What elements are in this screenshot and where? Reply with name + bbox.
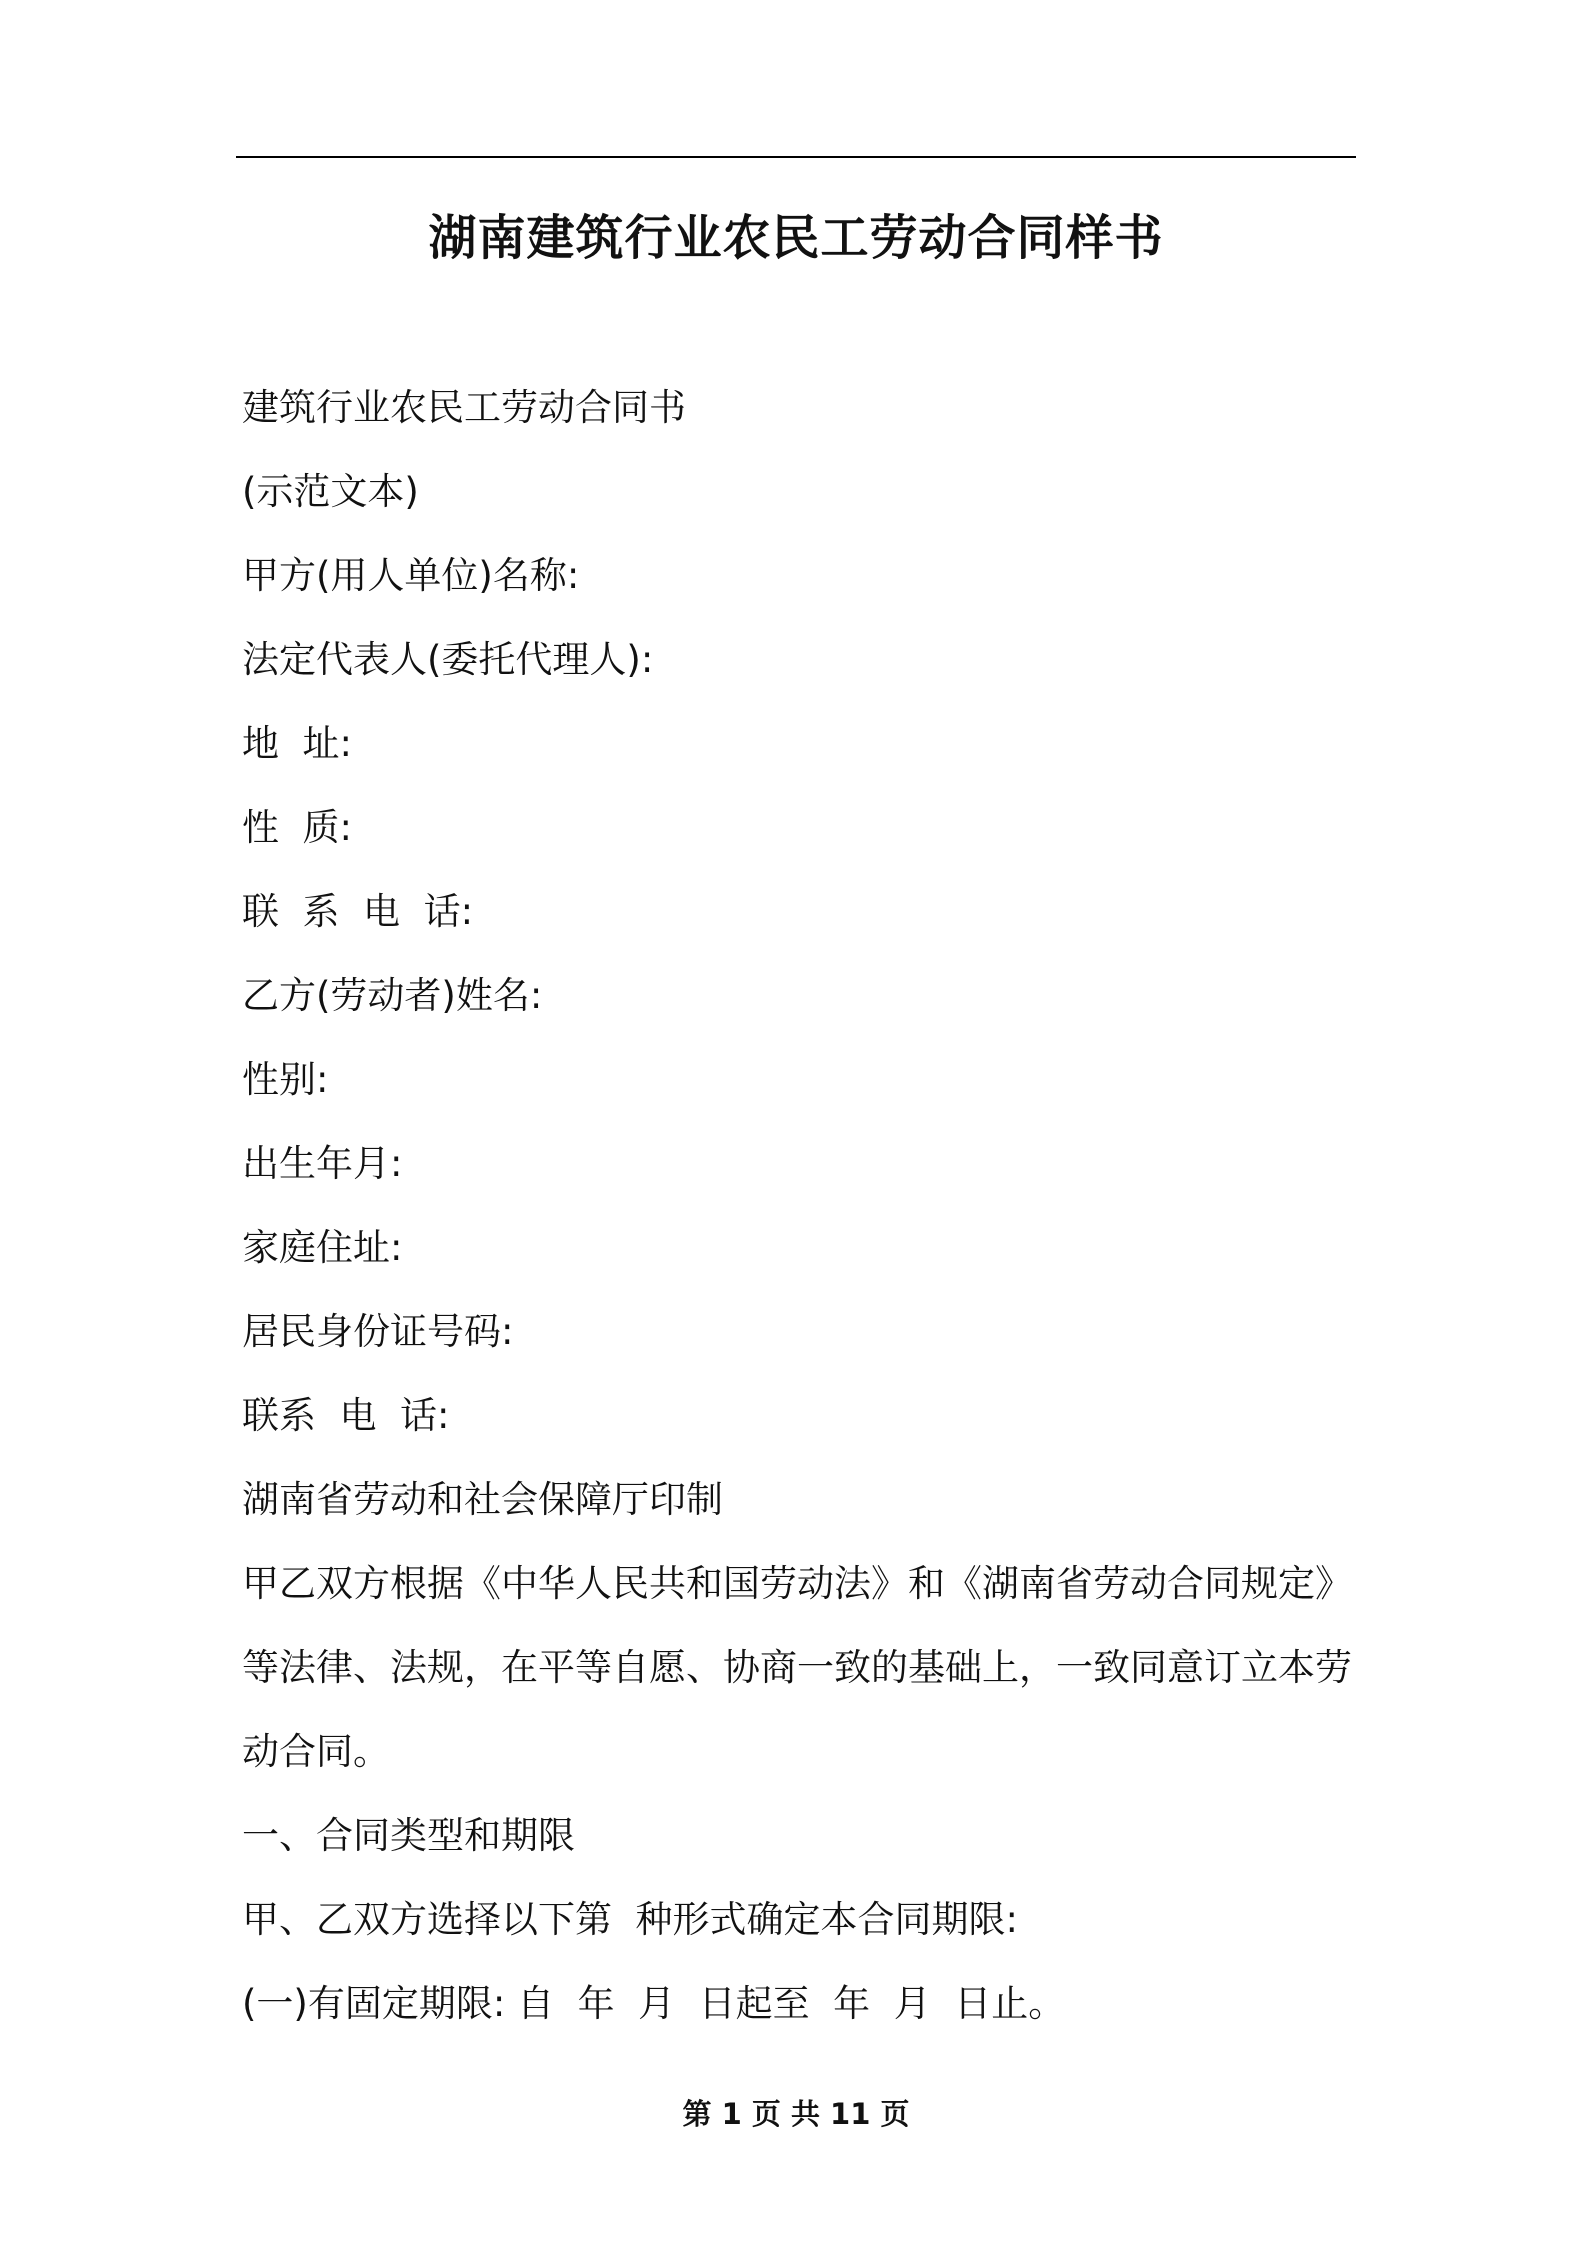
body-line: 甲方(用人单位)名称:: [242, 554, 580, 597]
body-line: (示范文本): [242, 470, 419, 513]
body-line: 等法律、法规，在平等自愿、协商一致的基础上，一致同意订立本劳: [242, 1646, 1352, 1689]
body-line: 甲、乙双方选择以下第 种形式确定本合同期限:: [242, 1898, 1018, 1941]
body-line: 法定代表人(委托代理人):: [242, 638, 654, 681]
document-title: 湖南建筑行业农民工劳动合同样书: [428, 210, 1164, 266]
body-line: (一)有固定期限: 自 年 月 日起至 年 月 日止。: [242, 1982, 1066, 2025]
body-line: 建筑行业农民工劳动合同书: [242, 386, 686, 429]
body-line: 地 址:: [242, 722, 352, 765]
body-line: 联 系 电 话:: [242, 890, 474, 933]
body-line: 动合同。: [242, 1730, 390, 1773]
body-line: 乙方(劳动者)姓名:: [242, 974, 543, 1017]
body-line: 居民身份证号码:: [242, 1310, 514, 1353]
body-line: 性别:: [242, 1058, 329, 1101]
body-line: 性 质:: [242, 806, 352, 849]
body-line: 一、合同类型和期限: [242, 1814, 575, 1857]
body-line: 湖南省劳动和社会保障厅印制: [242, 1478, 723, 1521]
header-rule: [236, 156, 1356, 158]
page-number-footer: 第 1 页 共 11 页: [682, 2097, 910, 2131]
document-body: [242, 366, 1356, 2046]
body-line: 家庭住址:: [242, 1226, 403, 1269]
body-line: 甲乙双方根据《中华人民共和国劳动法》和《湖南省劳动合同规定》: [242, 1562, 1352, 1605]
body-line: 出生年月:: [242, 1142, 403, 1185]
body-line: 联系 电 话:: [242, 1394, 450, 1437]
